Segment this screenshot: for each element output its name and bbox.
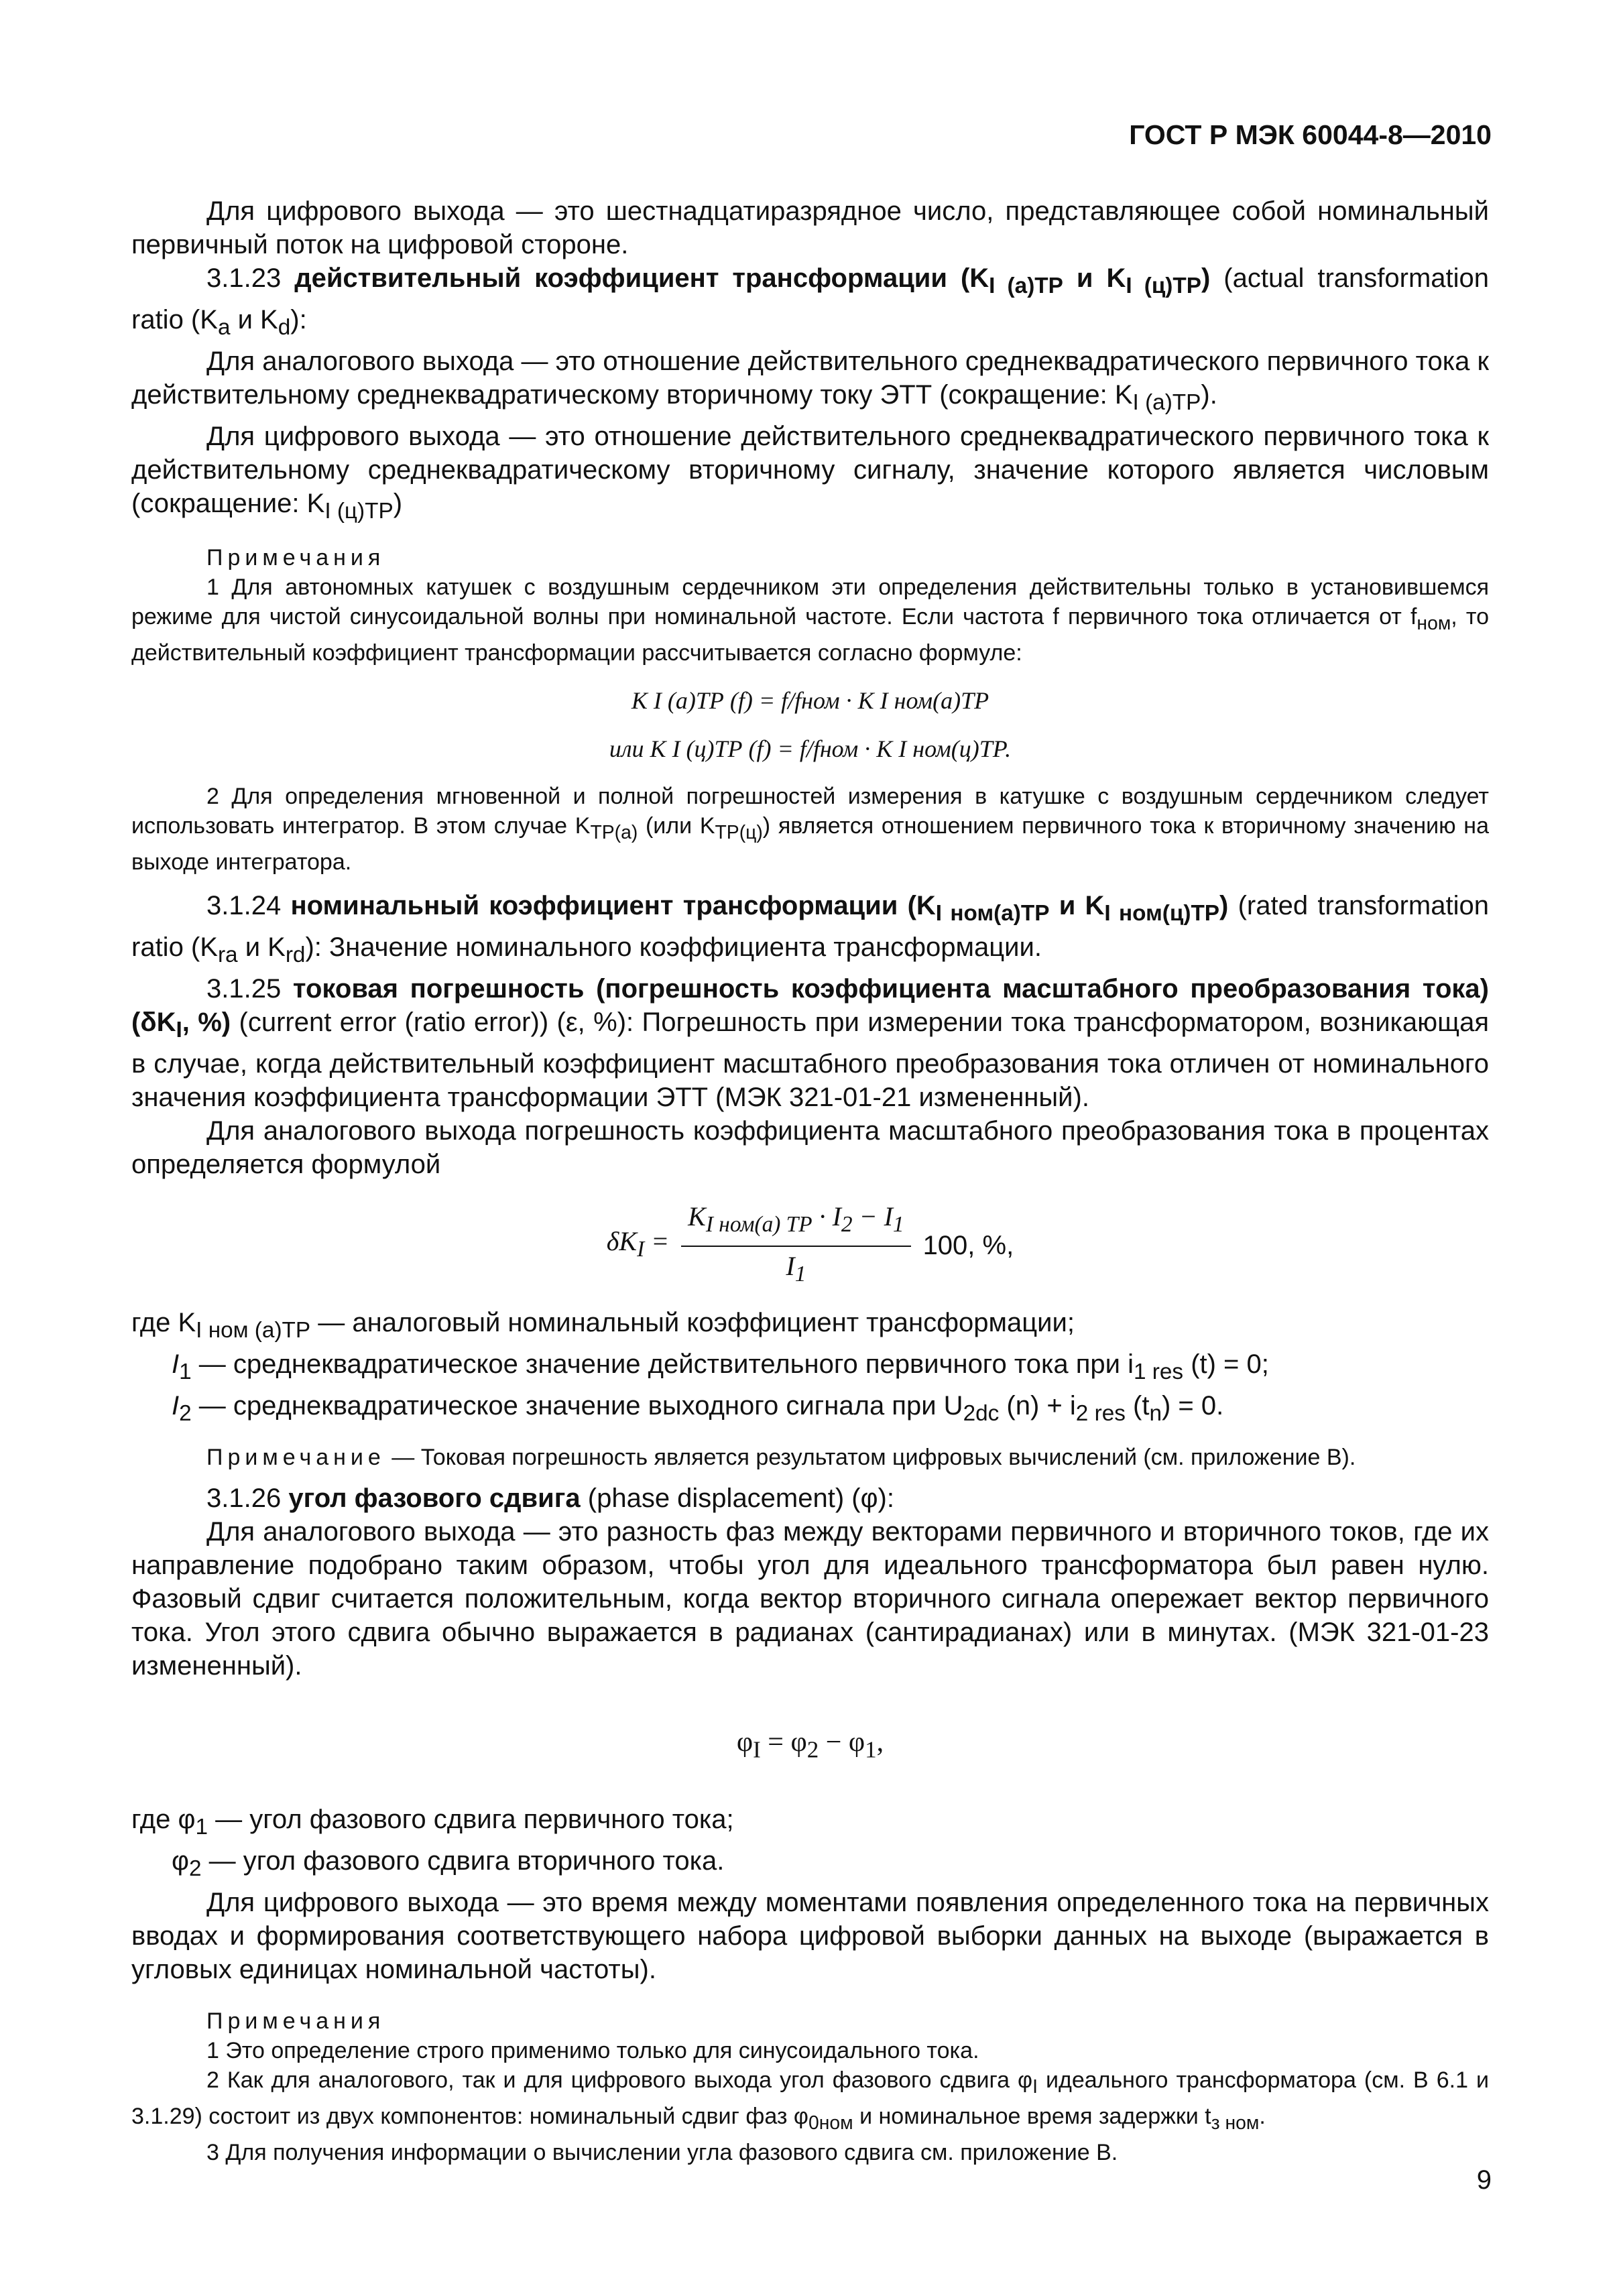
note: 1 Для автономных катушек с воздушным сердечником эти определения действительны только в установившемся режиме для чистой синусоидальной волны при номинальной частоте. Если частота f первичного тока отличается от $f_{ном}$, то действительный коэффициент трансформации рассчитывается согласно формуле: <box>131 575 1489 666</box>
note: Примечание — Токовая погрешность является результатом цифровых вычислений (см. приложение В). <box>206 1444 1356 1470</box>
document-body <box>131 194 1489 2167</box>
phase-formula: $\varphi_I = \varphi_2 - \varphi_1$, <box>736 1726 884 1762</box>
paragraph: Для аналогового выхода погрешность коэффициента масштабного преобразования тока в процентах определяется формулой <box>131 1115 1489 1179</box>
legend-line: где $\varphi_1$ — угол фазового сдвига первичного тока; <box>131 1804 734 1839</box>
paragraph: Для цифрового выхода — это отношение действительного среднеквадратического первичного тока к действительному среднеквадратическому вторичному сигналу, значение которого является числовым (сокращение: $K_{I (ц)ТР}$) <box>131 422 1489 524</box>
definition-3-1-25: 3.1.25 токовая погрешность (погрешность коэффициента масштабного преобразования тока) ($\delta K_I$, %) (current error (ratio error)) (ε, %): Погрешность при измерении тока трансформатором, возникающая в случае, когда действительный коэффициент масштабного преобразования тока отличен от номинального значения коэффициента трансформации ЭТТ (МЭК 321-01-21 измененный). <box>131 973 1489 1112</box>
notes-heading: Примечания <box>206 2008 385 2034</box>
document-header: ГОСТ Р МЭК 60044-8—2010 <box>1129 119 1492 150</box>
paragraph: Для цифрового выхода — это шестнадцатиразрядное число, представляющее собой номинальный первичный поток на цифровой стороне. <box>131 196 1489 259</box>
note: 1 Это определение строго применимо только для синусоидального тока. <box>206 2037 979 2063</box>
notes-heading: Примечания <box>206 545 385 570</box>
legend-line: где $K_{I ном (а)ТР}$ — аналоговый номинальный коэффициент трансформации; <box>131 1307 1075 1343</box>
formula: или K I (ц)ТР (f) = f/fном · K I ном(ц)ТР. <box>609 735 1012 762</box>
definition-3-1-23: 3.1.23 действительный коэффициент трансформации ($K_{I (а)ТР}$ и $K_{I (ц)ТР}$) (actual transformation ratio ($K_a$ и $K_d$): <box>131 263 1490 340</box>
fraction: $\frac{K_{I ном(a) ТР} \cdot I_2 - I_1}{I_1}$ <box>681 1200 910 1291</box>
paragraph: Для цифрового выхода — это время между моментами появления определенного тока на первичных вводах и формирования соответствующего набора цифровой выборки данных на выходе (выражается в угловых единицах номинальной частоты). <box>131 1887 1489 1984</box>
paragraph: Для аналогового выхода — это отношение действительного среднеквадратического первичного тока к действительному среднеквадратическому вторичному току ЭТТ (сокращение: $K_{I (а)ТР}$). <box>131 347 1489 415</box>
legend-line: $I_1$ — среднеквадратическое значение действительного первичного тока при $i_{1 res}$ (t) = 0; <box>172 1349 1269 1384</box>
note: 3 Для получения информации о вычислении угла фазового сдвига см. приложение В. <box>206 2139 1118 2165</box>
paragraph: Для аналогового выхода — это разность фаз между векторами первичного и вторичного токов, где их направление подобрано таким образом, чтобы угол для идеального трансформатора был равен нулю. Фазовый сдвиг считается положительным, когда вектор вторичного сигнала опережает вектор первичного тока. Угол этого сдвига обычно выражается в радианах (сантирадианах) или в минутах. (МЭК 321-01-23 измененный). <box>131 1516 1489 1681</box>
legend-line: $I_2$ — среднеквадратическое значение выходного сигнала при $U_{2dc}$ $(n) + i_{2 res}$ $(t_n) = 0$. <box>172 1390 1224 1426</box>
error-formula: $\delta K_I$ = $\frac{K_{I ном(a) ТР} \cdot I_2 - I_1}{I_1}$ 100, %, <box>131 1200 1489 1291</box>
page-number: 9 <box>1476 2165 1492 2195</box>
formula: K I (а)ТР (f) = f/fном · K I ном(а)ТР <box>631 686 989 714</box>
definition-3-1-24: 3.1.24 номинальный коэффициент трансформации ($K_{I ном(а)ТР}$ и $K_{I ном(ц)ТР}$) (rated transformation ratio ($K_{ra}$ и $K_{rd}$): Значение номинального коэффициента трансформации. <box>131 890 1489 967</box>
legend-line: $\varphi_2$ — угол фазового сдвига вторичного тока. <box>172 1846 725 1881</box>
definition-3-1-26: 3.1.26 угол фазового сдвига (phase displacement) (φ): <box>206 1483 894 1513</box>
note: 2 Для определения мгновенной и полной погрешностей измерения в катушке с воздушным сердечником следует использовать интегратор. В этом случае $K_{ТР(а)}$ (или $K_{ТР(ц)}$) является отношением первичного тока к вторичному значению на выходе интегратора. <box>131 783 1489 875</box>
note: 2 Как для аналогового, так и для цифрового выхода угол фазового сдвига $\varphi_I$ идеального трансформатора (см. В 6.1 и 3.1.29) состоит из двух компонентов: номинальный сдвиг фаз $\varphi_{0ном}$ и номинальное время задержки $t_{з ном}$. <box>131 2067 1490 2134</box>
